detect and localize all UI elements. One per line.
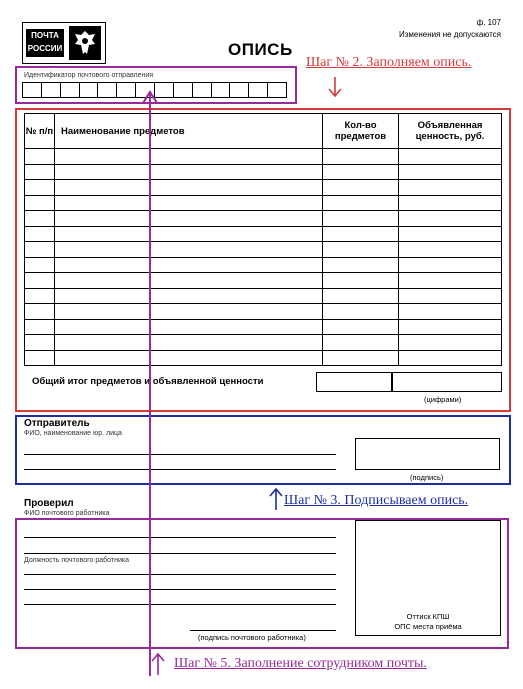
table-cell[interactable] [25,164,55,180]
tracking-cell[interactable] [116,82,135,98]
table-row [25,319,502,335]
table-row [25,335,502,351]
table-cell[interactable] [323,350,399,366]
table-row [25,195,502,211]
table-cell[interactable] [55,242,323,258]
tracking-cell[interactable] [192,82,211,98]
table-cell[interactable] [323,319,399,335]
col-number: № п/п [25,114,55,149]
tracking-cell[interactable] [60,82,79,98]
checked-name-line-1[interactable] [24,537,336,538]
table-cell[interactable] [399,180,502,196]
table-cell[interactable] [55,226,323,242]
table-row [25,242,502,258]
tracking-cell[interactable] [267,82,287,98]
table-cell[interactable] [25,257,55,273]
table-cell[interactable] [323,273,399,289]
table-cell[interactable] [55,195,323,211]
total-value-cell[interactable] [392,372,502,392]
table-cell[interactable] [55,211,323,227]
table-cell[interactable] [55,335,323,351]
table-cell[interactable] [25,211,55,227]
sender-line-1[interactable] [24,454,336,455]
tracking-cell[interactable] [97,82,116,98]
table-cell[interactable] [399,288,502,304]
table-cell[interactable] [399,304,502,320]
postal-worker-signature-line[interactable] [190,630,336,631]
table-cell[interactable] [25,304,55,320]
step3-annotation: Шаг № 3. Подписываем опись. [284,493,469,508]
table-cell[interactable] [399,149,502,165]
table-cell[interactable] [323,288,399,304]
table-cell[interactable] [323,211,399,227]
postal-worker-signature-caption: (подпись почтового работника) [198,633,306,642]
checked-name-line-2[interactable] [24,553,336,554]
table-cell[interactable] [55,288,323,304]
tracking-cell[interactable] [173,82,192,98]
form-number: ф. 107 [476,18,501,27]
checked-heading: Проверил [24,498,74,509]
table-cell[interactable] [25,350,55,366]
table-cell[interactable] [25,242,55,258]
eagle-emblem-icon [69,26,101,60]
table-cell[interactable] [55,273,323,289]
table-cell[interactable] [25,195,55,211]
position-label: Должность почтового работника [24,557,129,564]
stamp-line1: Оттиск КПШ [406,612,450,621]
position-line-1[interactable] [24,574,336,575]
table-cell[interactable] [399,226,502,242]
tracking-id-label: Идентификатор почтового отправления [24,72,154,79]
tracking-cell[interactable] [211,82,230,98]
table-cell[interactable] [399,257,502,273]
page-title: ОПИСЬ [228,40,293,59]
table-cell[interactable] [323,226,399,242]
logo-text [26,29,64,57]
table-cell[interactable] [399,195,502,211]
table-cell[interactable] [55,149,323,165]
table-cell[interactable] [323,149,399,165]
table-cell[interactable] [55,180,323,196]
table-row [25,304,502,320]
table-row [25,180,502,196]
table-cell[interactable] [55,319,323,335]
sender-line-2[interactable] [24,469,336,470]
tracking-cell[interactable] [229,82,248,98]
arrow-up-icon [268,487,284,511]
sender-signature-caption: (подпись) [410,473,444,482]
table-cell[interactable] [323,180,399,196]
table-cell[interactable] [55,304,323,320]
inventory-table [24,113,502,366]
table-row [25,288,502,304]
sender-heading: Отправитель [24,418,90,429]
long-arrow-up-icon [138,88,162,678]
table-cell[interactable] [55,164,323,180]
stamp-line2: ОПС места приёма [394,622,462,631]
table-cell[interactable] [399,319,502,335]
table-cell[interactable] [399,211,502,227]
digits-caption: (цифрами) [424,395,462,404]
table-cell[interactable] [399,273,502,289]
table-row [25,257,502,273]
logo-line2: РОССИИ [27,44,63,53]
table-cell[interactable] [55,350,323,366]
table-cell[interactable] [323,195,399,211]
tracking-cell[interactable] [79,82,98,98]
table-cell[interactable] [399,350,502,366]
table-cell[interactable] [25,319,55,335]
table-row [25,226,502,242]
position-line-3[interactable] [24,604,336,605]
no-changes-note: Изменения не допускаются [399,30,501,39]
col-value: Объявленная ценность, руб. [399,114,502,149]
table-row [25,211,502,227]
tracking-cell[interactable] [41,82,60,98]
tracking-cell[interactable] [248,82,267,98]
table-row [25,273,502,289]
checked-sublabel: ФИО почтового работника [24,510,110,517]
table-row [25,149,502,165]
arrow-down-icon [327,76,343,98]
col-quantity: Кол-во предметов [323,114,399,149]
logo-line1: ПОЧТА [31,31,59,40]
table-row [25,164,502,180]
step5-annotation: Шаг № 5. Заполнение сотрудником почты. [174,656,427,671]
table-cell[interactable] [323,242,399,258]
total-label: Общий итог предметов и объявленной ценности [32,376,264,387]
total-quantity-cell[interactable] [316,372,392,392]
table-cell[interactable] [25,149,55,165]
table-cell[interactable] [323,304,399,320]
table-cell[interactable] [323,257,399,273]
col-items: Наименование предметов [55,114,323,149]
position-line-2[interactable] [24,589,336,590]
sender-signature-box[interactable] [355,438,500,470]
table-cell[interactable] [323,335,399,351]
table-cell[interactable] [399,164,502,180]
table-cell[interactable] [55,257,323,273]
pochta-logo [22,22,106,64]
table-row [25,350,502,366]
sender-sublabel: ФИО, наименование юр. лица [24,430,122,437]
table-cell[interactable] [25,335,55,351]
table-cell[interactable] [323,164,399,180]
tracking-cell[interactable] [22,82,41,98]
table-cell[interactable] [399,335,502,351]
table-cell[interactable] [25,288,55,304]
table-cell[interactable] [25,273,55,289]
step2-annotation: Шаг № 2. Заполняем опись. [306,55,472,70]
table-cell[interactable] [25,226,55,242]
table-cell[interactable] [25,180,55,196]
arrow-up-small-icon [150,652,166,676]
table-cell[interactable] [399,242,502,258]
